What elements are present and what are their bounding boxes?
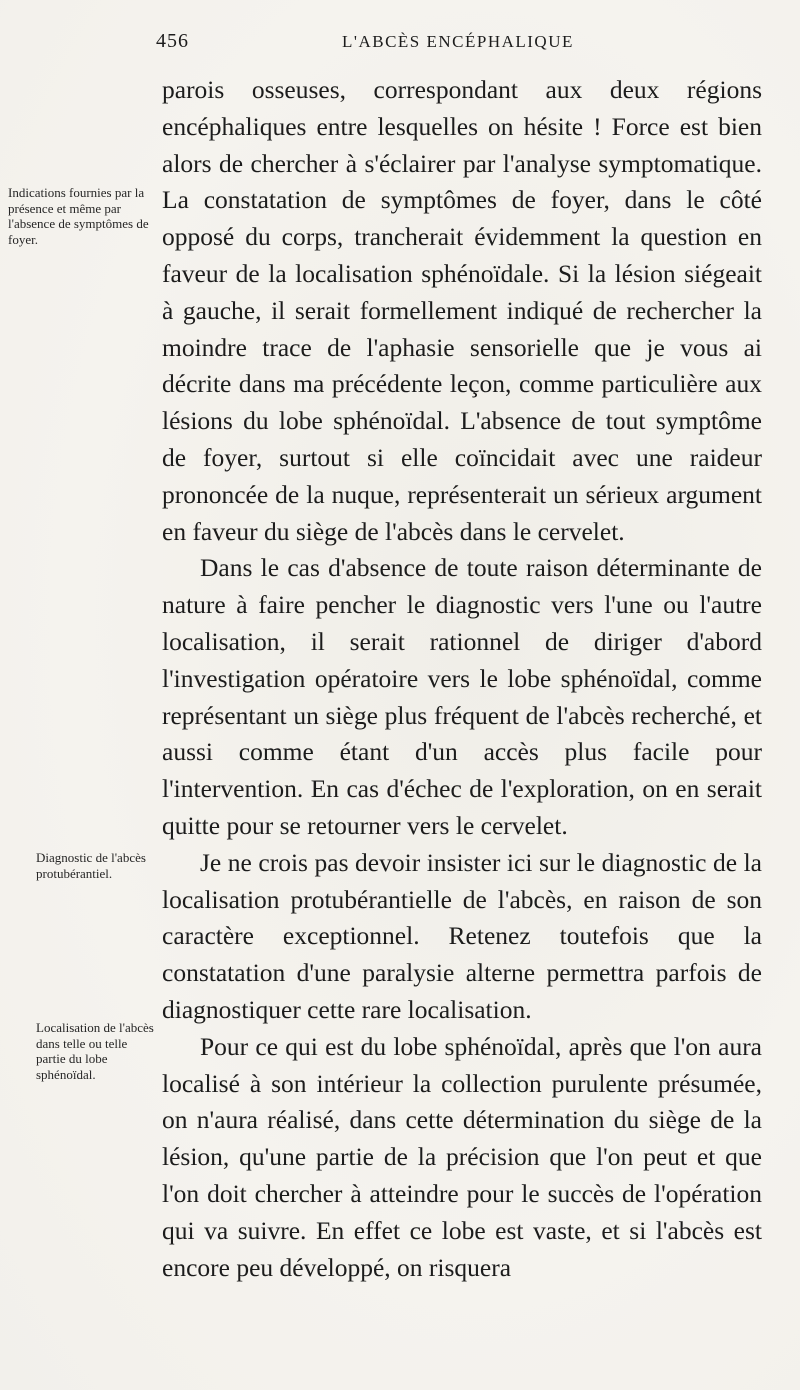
body-text (162, 72, 762, 1286)
page-number: 456 (156, 30, 189, 52)
margin-note-symptoms: Indications fournies par la présence et même par l'absence de symptômes de foyer. (8, 185, 149, 247)
running-title: L'ABCÈS ENCÉPHALIQUE (342, 32, 574, 51)
margin-note-sphenoidal: Localisation de l'abcès dans telle ou telle partie du lobe sphénoïdal. (36, 1020, 154, 1082)
margin-note-protuberance: Diagnostic de l'abcès protubérantiel. (36, 850, 146, 881)
paragraph-sphenoidal: Pour ce qui est du lobe sphénoïdal, après que l'on aura localisé à son intérieur la collection purulente présumée, on n'aura réalisé, dans cette détermination du siège de la lésion, qu'une partie de la précision que l'on peut et que l'on doit chercher à atteindre pour le succès de l'opération qui va suivre. En effet ce lobe est vaste, et si l'abcès est encore peu développé, on risquera (162, 1031, 762, 1282)
paragraph-protuberance: Je ne crois pas devoir insister ici sur le diagnostic de la localisation protubérantielle de l'abcès, en raison de son caractère exceptionnel. Retenez toutefois que la constatation d'une paralysie alterne permettra parfois de diagnostiquer cette rare localisation. (162, 847, 762, 1024)
paragraph-continuation: parois osseuses, correspondant aux deux régions encéphaliques entre lesquelles on hésite ! Force est bien alors de chercher à s'éclairer par l'analyse symptomatique. La constatation de symptômes de foyer, dans le côté opposé du corps, trancherait évidemment la question en faveur de la localisation sphénoïdale. Si la lésion siégeait à gauche, il serait formellement indiqué de rechercher la moindre trace de l'aphasie sensorielle que je vous ai décrite dans ma précédente leçon, comme particulière aux lésions du lobe sphénoïdal. L'absence de tout symptôme de foyer, surtout si elle coïncidait avec une raideur prononcée de la nuque, représenterait un sérieux argument en faveur du siège de l'abcès dans le cervelet. (162, 75, 762, 546)
paragraph-absence: Dans le cas d'absence de toute raison déterminante de nature à faire pencher le diagnostic vers l'une ou l'autre localisation, il serait rationnel de diriger d'abord l'investigation opératoire vers le lobe sphénoïdal, comme représentant un siège plus fréquent de l'abcès recherché, et aussi comme étant d'un accès plus facile pour l'intervention. En cas d'échec de l'exploration, on en serait quitte pour se retourner vers le cervelet. (162, 553, 762, 840)
running-head (0, 30, 800, 54)
